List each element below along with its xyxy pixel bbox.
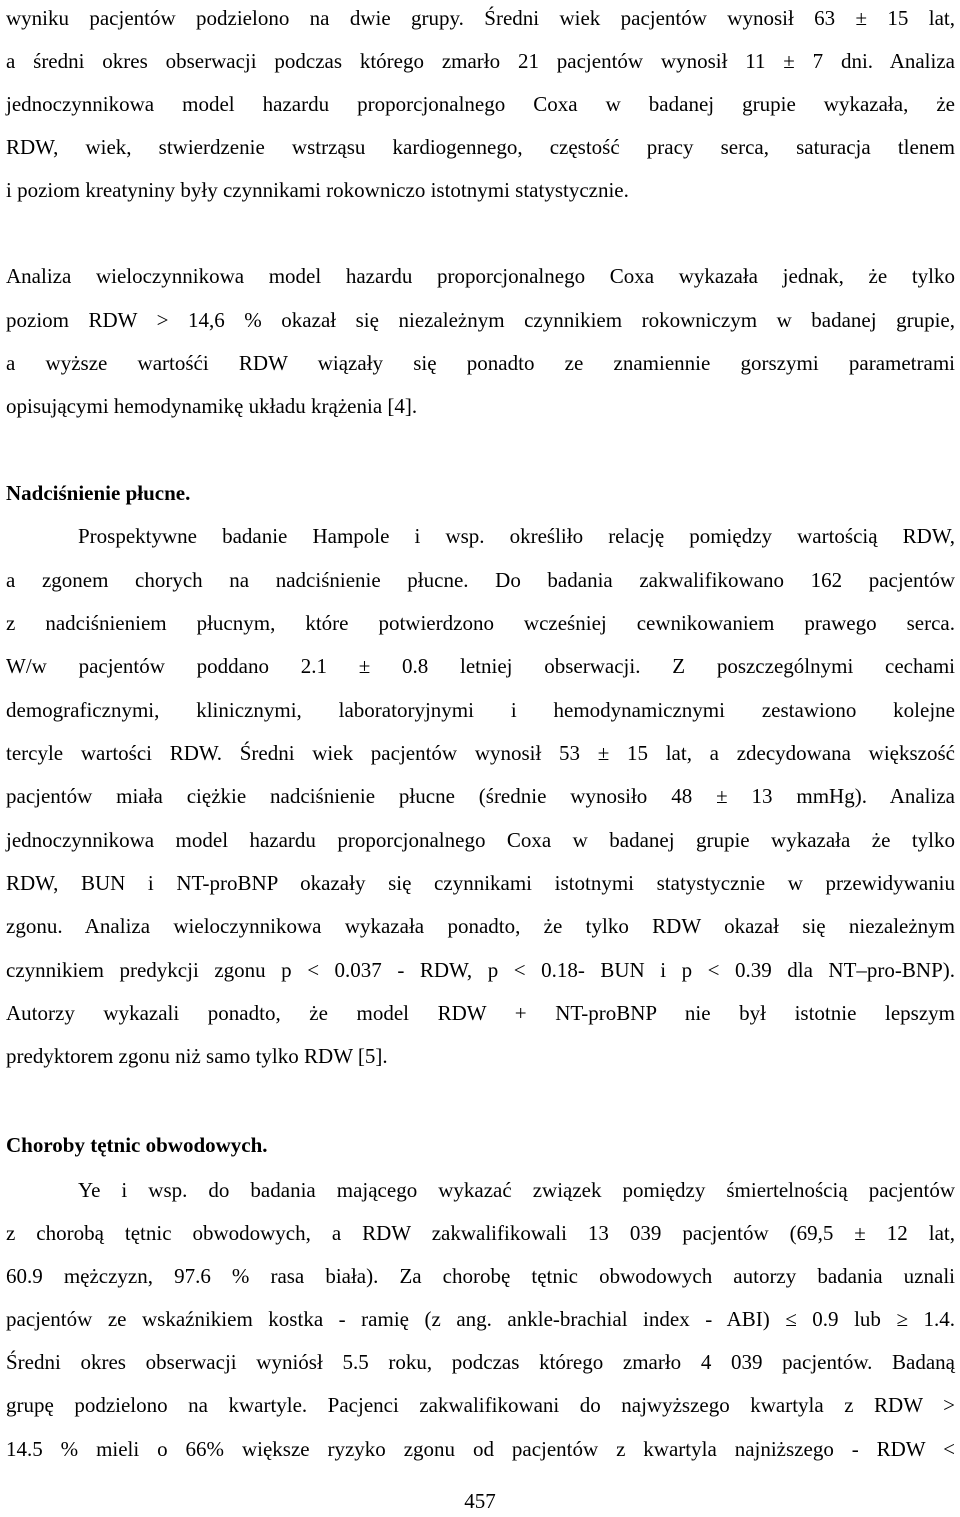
text-line: i poziom kreatyniny były czynnikami rokowniczo istotnymi statystycznie. bbox=[6, 178, 629, 202]
text-line: predyktorem zgonu niż samo tylko RDW [5]. bbox=[6, 1044, 388, 1068]
text-line: jednoczynnikowa model hazardu proporcjonalnego Coxa w badanej grupie wykazała że tylko bbox=[6, 828, 955, 852]
text-line: grupę podzielono na kwartyle. Pacjenci zakwalifikowani do najwyższego kwartyla z RDW > bbox=[6, 1393, 955, 1417]
text-line: a średni okres obserwacji podczas którego zmarło 21 pacjentów wynosił 11 ± 7 dni. Analiza bbox=[6, 49, 955, 73]
text-line: Średni okres obserwacji wyniósł 5.5 roku, podczas którego zmarło 4 039 pacjentów. Badaną bbox=[6, 1350, 955, 1374]
text-line: wyniku pacjentów podzielono na dwie grupy. Średni wiek pacjentów wynosił 63 ± 15 lat, bbox=[6, 6, 955, 30]
text-line: RDW, wiek, stwierdzenie wstrząsu kardiogennego, częstość pracy serca, saturacja tlenem bbox=[6, 135, 955, 159]
text-line: RDW, BUN i NT-proBNP okazały się czynnikami istotnymi statystycznie w przewidywaniu bbox=[6, 871, 955, 895]
text-line: poziom RDW > 14,6 % okazał się niezależnym czynnikiem rokowniczym w badanej grupie, bbox=[6, 308, 955, 332]
section-heading: Choroby tętnic obwodowych. bbox=[6, 1133, 268, 1157]
text-line: W/w pacjentów poddano 2.1 ± 0.8 letniej obserwacji. Z poszczególnymi cechami bbox=[6, 654, 955, 678]
text-line: tercyle wartości RDW. Średni wiek pacjentów wynosił 53 ± 15 lat, a zdecydowana większość bbox=[6, 741, 955, 765]
text-line: zgonu. Analiza wieloczynnikowa wykazała ponadto, że tylko RDW okazał się niezależnym bbox=[6, 914, 955, 938]
text-line: Prospektywne badanie Hampole i wsp. określiło relację pomiędzy wartością RDW, bbox=[78, 524, 955, 548]
document-page bbox=[6, 0, 955, 1517]
text-line: Analiza wieloczynnikowa model hazardu proporcjonalnego Coxa wykazała jednak, że tylko bbox=[6, 264, 955, 288]
text-line: pacjentów ze wskaźnikiem kostka - ramię (z ang. ankle-brachial index - ABI) ≤ 0.9 lub ≥ 1.4. bbox=[6, 1307, 955, 1331]
text-line: a wyższe wartośći RDW wiązały się ponadto ze znamiennie gorszymi parametrami bbox=[6, 351, 955, 375]
text-line: Ye i wsp. do badania mającego wykazać związek pomiędzy śmiertelnością pacjentów bbox=[78, 1178, 955, 1202]
text-line: czynnikiem predykcji zgonu p < 0.037 - RDW, p < 0.18- BUN i p < 0.39 dla NT–pro-BNP). bbox=[6, 958, 955, 982]
text-line: opisującymi hemodynamikę układu krążenia [4]. bbox=[6, 394, 418, 418]
text-line: pacjentów miała ciężkie nadciśnienie płucne (średnie wynosiło 48 ± 13 mmHg). Analiza bbox=[6, 784, 955, 808]
text-line: 60.9 mężczyzn, 97.6 % rasa biała). Za chorobę tętnic obwodowych autorzy badania uznali bbox=[6, 1264, 955, 1288]
text-line: jednoczynnikowa model hazardu proporcjonalnego Coxa w badanej grupie wykazała, że bbox=[6, 92, 955, 116]
text-line: a zgonem chorych na nadciśnienie płucne. Do badania zakwalifikowano 162 pacjentów bbox=[6, 568, 955, 592]
text-line: z nadciśnieniem płucnym, które potwierdzono wcześniej cewnikowaniem prawego serca. bbox=[6, 611, 955, 635]
text-line: z chorobą tętnic obwodowych, a RDW zakwalifikowali 13 039 pacjentów (69,5 ± 12 lat, bbox=[6, 1221, 955, 1245]
text-line: Autorzy wykazali ponadto, że model RDW + NT-proBNP nie był istotnie lepszym bbox=[6, 1001, 955, 1025]
section-heading: Nadciśnienie płucne. bbox=[6, 481, 191, 505]
page-number: 457 bbox=[464, 1489, 496, 1513]
text-line: 14.5 % mieli o 66% większe ryzyko zgonu od pacjentów z kwartyla najniższego - RDW < bbox=[6, 1437, 955, 1461]
text-line: demograficznymi, klinicznymi, laboratoryjnymi i hemodynamicznymi zestawiono kolejne bbox=[6, 698, 955, 722]
